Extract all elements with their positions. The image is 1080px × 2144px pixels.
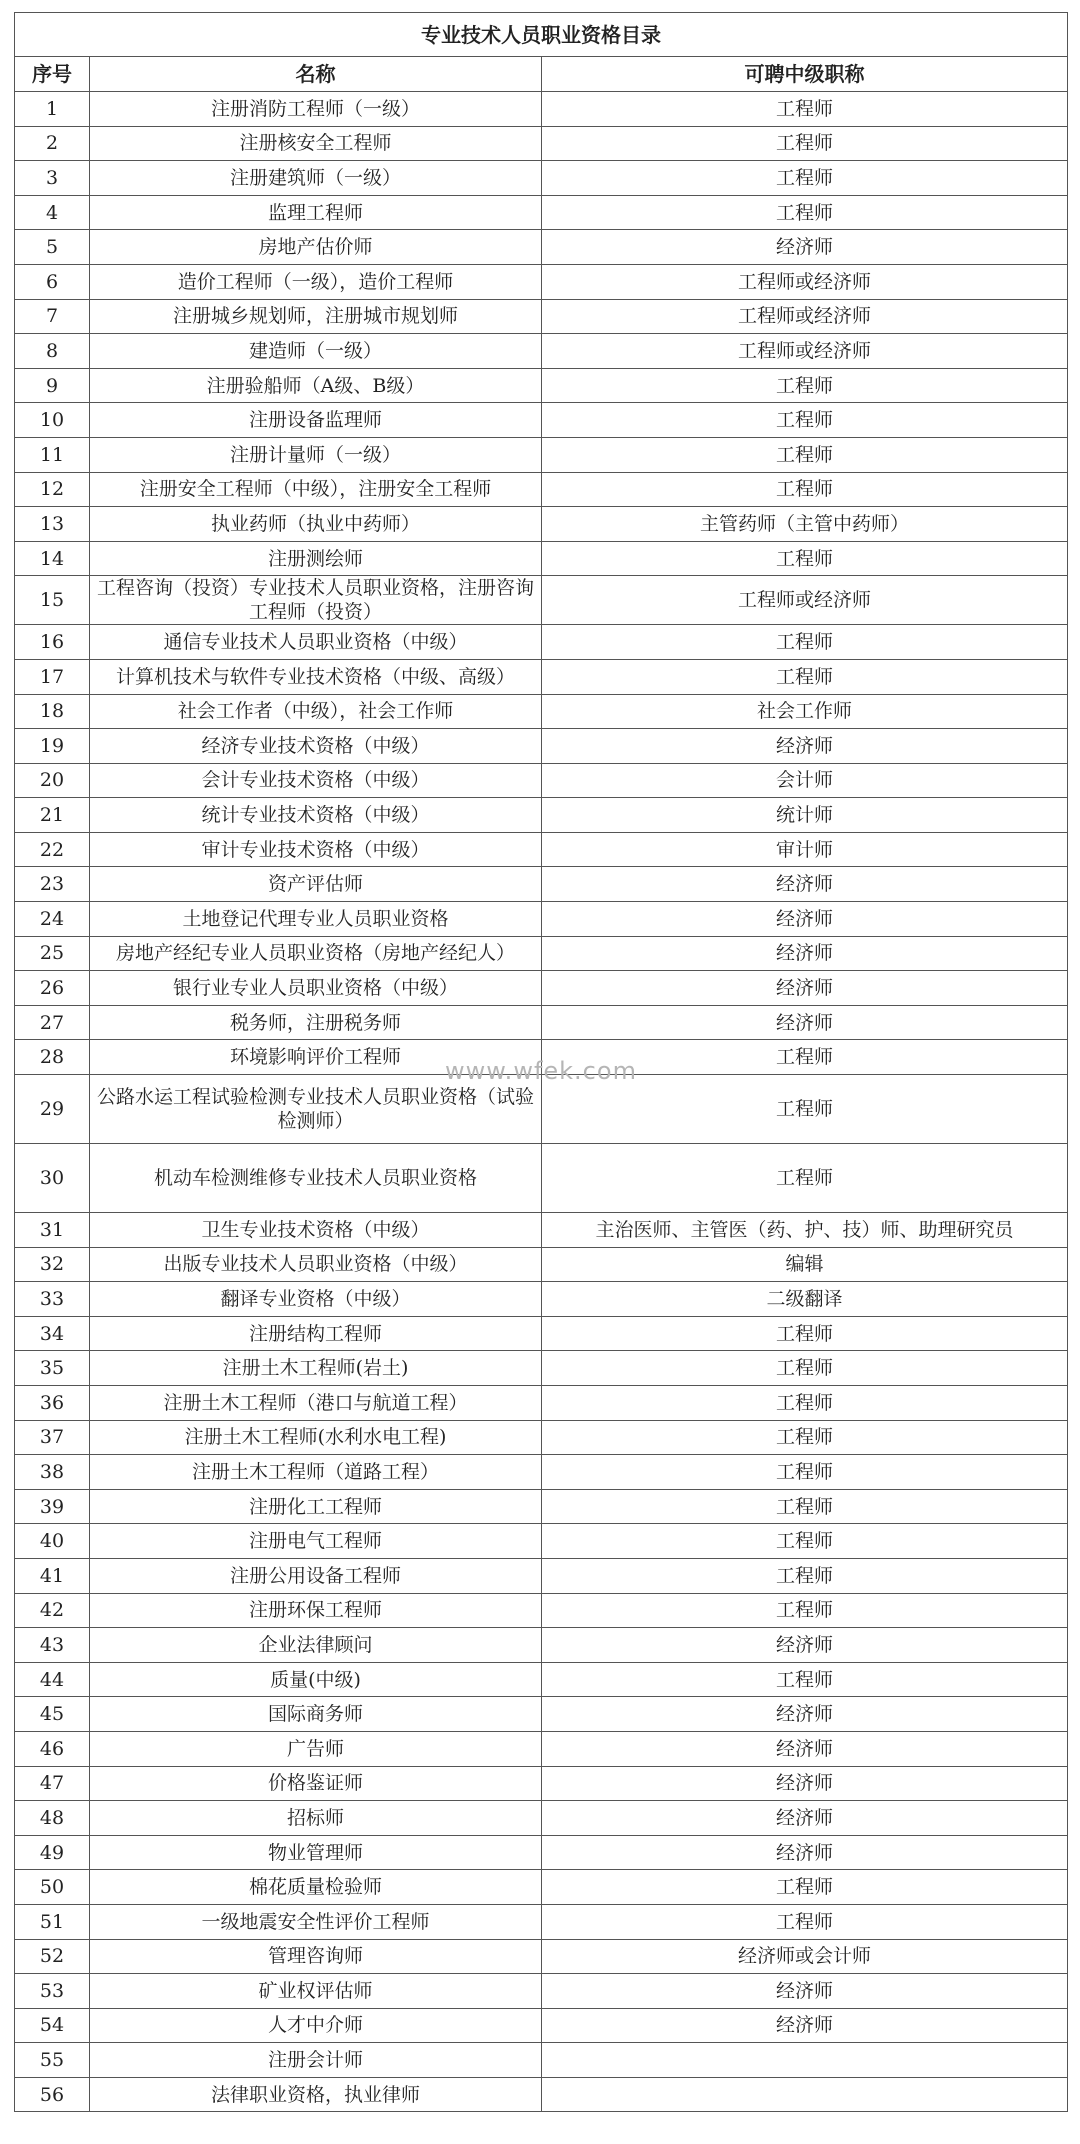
cell-name: 房地产经纪专业人员职业资格（房地产经纪人） (90, 936, 542, 971)
cell-index: 22 (15, 832, 90, 867)
cell-name: 社会工作者（中级），社会工作师 (90, 694, 542, 729)
table-row (15, 507, 1068, 542)
table-row (15, 1662, 1068, 1697)
cell-index: 34 (15, 1316, 90, 1351)
cell-name: 卫生专业技术资格（中级） (90, 1213, 542, 1248)
table-row (15, 1835, 1068, 1870)
cell-name: 经济专业技术资格（中级） (90, 729, 542, 764)
cell-index: 13 (15, 507, 90, 542)
table-row (15, 195, 1068, 230)
cell-name: 注册土木工程师（道路工程） (90, 1455, 542, 1490)
cell-title: 工程师 (542, 1455, 1068, 1490)
cell-index: 10 (15, 403, 90, 438)
cell-title: 经济师 (542, 1731, 1068, 1766)
table-row (15, 1939, 1068, 1974)
watermark: www.wfek.com (445, 1057, 637, 1085)
cell-title: 经济师 (542, 971, 1068, 1006)
cell-title: 工程师 (542, 1558, 1068, 1593)
cell-title: 工程师 (542, 1386, 1068, 1421)
table-row (15, 368, 1068, 403)
cell-index: 5 (15, 230, 90, 265)
cell-name: 注册土木工程师(水利水电工程) (90, 1420, 542, 1455)
cell-title: 工程师 (542, 437, 1068, 472)
table-row (15, 936, 1068, 971)
cell-title: 经济师 (542, 230, 1068, 265)
cell-title: 经济师 (542, 902, 1068, 937)
cell-title: 经济师 (542, 1628, 1068, 1663)
cell-index: 38 (15, 1455, 90, 1490)
cell-title (542, 2077, 1068, 2112)
cell-name: 法律职业资格，执业律师 (90, 2077, 542, 2112)
cell-index: 51 (15, 1904, 90, 1939)
cell-name: 计算机技术与软件专业技术资格（中级、高级） (90, 659, 542, 694)
cell-title: 工程师 (542, 659, 1068, 694)
table-row (15, 1005, 1068, 1040)
cell-title: 会计师 (542, 763, 1068, 798)
header-title: 可聘中级职称 (542, 57, 1068, 92)
table-row (15, 1628, 1068, 1663)
cell-title: 工程师 (542, 1870, 1068, 1905)
table-row (15, 832, 1068, 867)
cell-name: 土地登记代理专业人员职业资格 (90, 902, 542, 937)
table-row (15, 798, 1068, 833)
table-row (15, 1870, 1068, 1905)
cell-index: 3 (15, 161, 90, 196)
cell-name: 注册设备监理师 (90, 403, 542, 438)
cell-name: 一级地震安全性评价工程师 (90, 1904, 542, 1939)
cell-index: 47 (15, 1766, 90, 1801)
cell-index: 2 (15, 126, 90, 161)
cell-name: 公路水运工程试验检测专业技术人员职业资格（试验检测师） (90, 1075, 542, 1144)
cell-index: 21 (15, 798, 90, 833)
table-row (15, 1386, 1068, 1421)
table-row (15, 625, 1068, 660)
cell-name: 注册土木工程师（港口与航道工程） (90, 1386, 542, 1421)
cell-index: 19 (15, 729, 90, 764)
table-row (15, 1213, 1068, 1248)
cell-name: 建造师（一级） (90, 334, 542, 369)
cell-title: 工程师 (542, 1144, 1068, 1213)
table-row (15, 230, 1068, 265)
table-row (15, 1420, 1068, 1455)
cell-name: 注册安全工程师（中级），注册安全工程师 (90, 472, 542, 507)
cell-name: 审计专业技术资格（中级） (90, 832, 542, 867)
table-body (15, 92, 1068, 2112)
cell-title: 工程师或经济师 (542, 299, 1068, 334)
cell-index: 50 (15, 1870, 90, 1905)
cell-title: 工程师 (542, 1351, 1068, 1386)
cell-index: 16 (15, 625, 90, 660)
table-row (15, 1697, 1068, 1732)
cell-title: 工程师 (542, 195, 1068, 230)
cell-index: 48 (15, 1801, 90, 1836)
cell-index: 49 (15, 1835, 90, 1870)
cell-name: 管理咨询师 (90, 1939, 542, 1974)
cell-title: 经济师 (542, 1974, 1068, 2009)
cell-index: 23 (15, 867, 90, 902)
cell-name: 注册土木工程师(岩土) (90, 1351, 542, 1386)
cell-title: 工程师 (542, 1662, 1068, 1697)
cell-name: 资产评估师 (90, 867, 542, 902)
cell-title: 工程师 (542, 1040, 1068, 1075)
cell-index: 42 (15, 1593, 90, 1628)
cell-name: 价格鉴证师 (90, 1766, 542, 1801)
cell-index: 20 (15, 763, 90, 798)
cell-index: 12 (15, 472, 90, 507)
cell-name: 企业法律顾问 (90, 1628, 542, 1663)
cell-title: 工程师 (542, 472, 1068, 507)
cell-title: 工程师 (542, 161, 1068, 196)
table-row (15, 403, 1068, 438)
cell-title: 经济师 (542, 867, 1068, 902)
cell-name: 注册建筑师（一级） (90, 161, 542, 196)
cell-index: 25 (15, 936, 90, 971)
cell-index: 9 (15, 368, 90, 403)
table-row (15, 437, 1068, 472)
cell-name: 注册消防工程师（一级） (90, 92, 542, 127)
cell-index: 53 (15, 1974, 90, 2009)
table-row (15, 1351, 1068, 1386)
cell-index: 32 (15, 1247, 90, 1282)
cell-title (542, 2043, 1068, 2078)
table-row (15, 472, 1068, 507)
cell-name: 环境影响评价工程师 (90, 1040, 542, 1075)
cell-index: 24 (15, 902, 90, 937)
table-row (15, 1731, 1068, 1766)
cell-index: 1 (15, 92, 90, 127)
cell-name: 人才中介师 (90, 2008, 542, 2043)
table-row (15, 264, 1068, 299)
cell-title: 工程师 (542, 1524, 1068, 1559)
cell-name: 注册环保工程师 (90, 1593, 542, 1628)
cell-title: 经济师 (542, 1005, 1068, 1040)
cell-name: 监理工程师 (90, 195, 542, 230)
cell-index: 8 (15, 334, 90, 369)
table-row (15, 659, 1068, 694)
cell-title: 经济师 (542, 1801, 1068, 1836)
cell-index: 11 (15, 437, 90, 472)
table-row (15, 1316, 1068, 1351)
cell-name: 注册电气工程师 (90, 1524, 542, 1559)
table-row (15, 2077, 1068, 2112)
cell-title: 工程师 (542, 1489, 1068, 1524)
table-row (15, 2008, 1068, 2043)
cell-index: 6 (15, 264, 90, 299)
header-name: 名称 (90, 57, 542, 92)
cell-name: 统计专业技术资格（中级） (90, 798, 542, 833)
table-row (15, 867, 1068, 902)
cell-name: 出版专业技术人员职业资格（中级） (90, 1247, 542, 1282)
table-row (15, 126, 1068, 161)
cell-index: 30 (15, 1144, 90, 1213)
table-row (15, 1524, 1068, 1559)
table-row (15, 729, 1068, 764)
cell-name: 注册结构工程师 (90, 1316, 542, 1351)
cell-index: 37 (15, 1420, 90, 1455)
cell-index: 52 (15, 1939, 90, 1974)
cell-index: 27 (15, 1005, 90, 1040)
cell-title: 工程师 (542, 1075, 1068, 1144)
cell-title: 工程师 (542, 368, 1068, 403)
table-row (15, 902, 1068, 937)
cell-name: 招标师 (90, 1801, 542, 1836)
table-row (15, 1144, 1068, 1213)
cell-title: 工程师或经济师 (542, 264, 1068, 299)
cell-title: 审计师 (542, 832, 1068, 867)
cell-title: 经济师或会计师 (542, 1939, 1068, 1974)
table-row (15, 334, 1068, 369)
cell-name: 注册会计师 (90, 2043, 542, 2078)
cell-title: 主管药师（主管中药师） (542, 507, 1068, 542)
cell-title: 工程师 (542, 126, 1068, 161)
cell-name: 矿业权评估师 (90, 1974, 542, 2009)
cell-name: 注册公用设备工程师 (90, 1558, 542, 1593)
cell-name: 注册城乡规划师，注册城市规划师 (90, 299, 542, 334)
cell-name: 注册测绘师 (90, 541, 542, 576)
cell-name: 注册化工工程师 (90, 1489, 542, 1524)
table-row (15, 1558, 1068, 1593)
cell-index: 36 (15, 1386, 90, 1421)
header-index: 序号 (15, 57, 90, 92)
cell-index: 29 (15, 1075, 90, 1144)
cell-index: 17 (15, 659, 90, 694)
cell-index: 39 (15, 1489, 90, 1524)
cell-name: 翻译专业资格（中级） (90, 1282, 542, 1317)
cell-title: 编辑 (542, 1247, 1068, 1282)
table-row (15, 1247, 1068, 1282)
table-row (15, 1766, 1068, 1801)
table-row (15, 1974, 1068, 2009)
cell-title: 经济师 (542, 1835, 1068, 1870)
cell-name: 注册核安全工程师 (90, 126, 542, 161)
cell-index: 15 (15, 576, 90, 625)
cell-index: 44 (15, 1662, 90, 1697)
cell-title: 工程师 (542, 1316, 1068, 1351)
cell-title: 二级翻译 (542, 1282, 1068, 1317)
cell-name: 执业药师（执业中药师） (90, 507, 542, 542)
cell-name: 机动车检测维修专业技术人员职业资格 (90, 1144, 542, 1213)
cell-title: 经济师 (542, 729, 1068, 764)
cell-index: 18 (15, 694, 90, 729)
cell-index: 54 (15, 2008, 90, 2043)
table-row (15, 971, 1068, 1006)
table-row (15, 1801, 1068, 1836)
cell-name: 棉花质量检验师 (90, 1870, 542, 1905)
cell-name: 广告师 (90, 1731, 542, 1766)
cell-title: 工程师 (542, 1420, 1068, 1455)
cell-title: 经济师 (542, 1766, 1068, 1801)
cell-title: 经济师 (542, 936, 1068, 971)
cell-index: 46 (15, 1731, 90, 1766)
table-row (15, 763, 1068, 798)
table-row (15, 1593, 1068, 1628)
cell-name: 注册验船师（A级、B级） (90, 368, 542, 403)
cell-index: 28 (15, 1040, 90, 1075)
cell-name: 国际商务师 (90, 1697, 542, 1732)
cell-index: 43 (15, 1628, 90, 1663)
table-title: 专业技术人员职业资格目录 (15, 13, 1068, 57)
table-row (15, 1904, 1068, 1939)
cell-name: 房地产估价师 (90, 230, 542, 265)
cell-index: 55 (15, 2043, 90, 2078)
table-row (15, 92, 1068, 127)
cell-index: 40 (15, 1524, 90, 1559)
table-row (15, 161, 1068, 196)
cell-title: 工程师或经济师 (542, 576, 1068, 625)
cell-index: 41 (15, 1558, 90, 1593)
cell-name: 物业管理师 (90, 1835, 542, 1870)
table-row (15, 694, 1068, 729)
cell-title: 工程师 (542, 92, 1068, 127)
cell-index: 45 (15, 1697, 90, 1732)
table-row (15, 576, 1068, 625)
cell-title: 主治医师、主管医（药、护、技）师、助理研究员 (542, 1213, 1068, 1248)
cell-index: 7 (15, 299, 90, 334)
cell-index: 31 (15, 1213, 90, 1248)
cell-title: 工程师或经济师 (542, 334, 1068, 369)
table-row (15, 2043, 1068, 2078)
cell-title: 经济师 (542, 1697, 1068, 1732)
table-row (15, 1455, 1068, 1490)
cell-title: 统计师 (542, 798, 1068, 833)
cell-title: 工程师 (542, 625, 1068, 660)
cell-name: 税务师，注册税务师 (90, 1005, 542, 1040)
cell-index: 14 (15, 541, 90, 576)
cell-index: 4 (15, 195, 90, 230)
cell-index: 26 (15, 971, 90, 1006)
table-row (15, 541, 1068, 576)
cell-name: 会计专业技术资格（中级） (90, 763, 542, 798)
cell-title: 工程师 (542, 541, 1068, 576)
cell-index: 33 (15, 1282, 90, 1317)
cell-name: 银行业专业人员职业资格（中级） (90, 971, 542, 1006)
cell-title: 社会工作师 (542, 694, 1068, 729)
cell-name: 造价工程师（一级），造价工程师 (90, 264, 542, 299)
cell-title: 经济师 (542, 2008, 1068, 2043)
cell-name: 工程咨询（投资）专业技术人员职业资格，注册咨询工程师（投资） (90, 576, 542, 625)
cell-title: 工程师 (542, 1593, 1068, 1628)
cell-name: 注册计量师（一级） (90, 437, 542, 472)
cell-index: 56 (15, 2077, 90, 2112)
table-row (15, 1282, 1068, 1317)
cell-name: 质量(中级) (90, 1662, 542, 1697)
table-row (15, 1489, 1068, 1524)
cell-index: 35 (15, 1351, 90, 1386)
cell-name: 通信专业技术人员职业资格（中级） (90, 625, 542, 660)
cell-title: 工程师 (542, 403, 1068, 438)
table-row (15, 299, 1068, 334)
cell-title: 工程师 (542, 1904, 1068, 1939)
